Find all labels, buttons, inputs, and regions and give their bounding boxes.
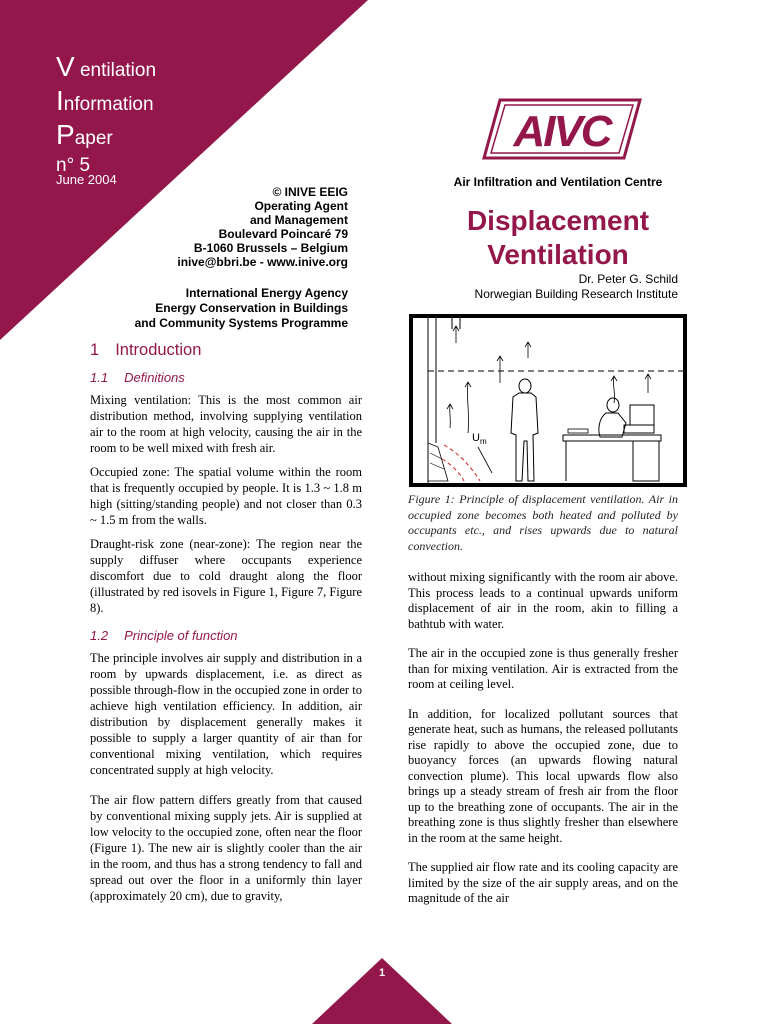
left-column xyxy=(90,342,362,912)
paragraph: The air in the occupied zone is thus generally fresher than for mixing ventilation. Air is extracted from the room at ceiling level. xyxy=(408,646,678,691)
inive-line: © INIVE EEIG xyxy=(272,185,348,199)
document-title: Displacement Ventilation xyxy=(466,205,650,270)
author-name: Dr. Peter G. Schild xyxy=(578,272,678,286)
iea-line: and Community Systems Programme xyxy=(134,316,348,330)
inive-line: and Management xyxy=(249,213,348,227)
aivc-logo xyxy=(482,98,642,160)
iea-line: International Energy Agency xyxy=(185,286,348,300)
inive-line: Boulevard Poincaré 79 xyxy=(218,227,348,241)
inive-line: Operating Agent xyxy=(254,199,348,213)
paragraph: In addition, for localized pollutant sources that generate heat, such as humans, the released pollutants rise rapidly to above the occupied zone, due to buoyancy forces (an upwards flowing natural convection plume). This local upwards flow also brings up a steady stream of fresh air from the floor up to the breathing zone of occupants. The air in the breathing zone is thus slightly fresher than elsewhere in the room at the same height. xyxy=(408,706,678,845)
subsection-heading: 1.1 Definitions xyxy=(90,370,185,385)
series-line-ventilation: V entilation xyxy=(56,51,157,82)
subsection-heading: 1.2 Principle of function xyxy=(90,628,238,643)
iea-programme xyxy=(48,286,348,331)
svg-text:Um: $U_m$ xyxy=(472,432,487,446)
author-institute: Norwegian Building Research Institute xyxy=(474,287,678,301)
paragraph: Occupied zone: The spatial volume within the room that is frequently occupied by people. It is 1.3 ~ 1.8 m high (sitting/standing people) and not closer than 0.3 ~ 1.5 m from the walls. xyxy=(90,465,362,527)
inive-line: B-1060 Brussels – Belgium xyxy=(193,241,348,255)
series-line-information: Information xyxy=(56,85,154,116)
paragraph: Draught-risk zone (near-zone): The region near the supply diffuser where occupants experience discomfort due to cold draught along the floor (illustrated by red isovels in Figure 1, Figure 7, Figure 8). xyxy=(90,537,362,615)
paragraph: without mixing significantly with the room air above. This process leads to a continual upwards uniform displacement of air in the room, akin to filling a bathtub with water. xyxy=(408,570,678,631)
paragraph: The supplied air flow rate and its cooling capacity are limited by the size of the air supply areas, and on the magnitude of the air xyxy=(408,860,678,905)
series-line-paper: Paper xyxy=(56,119,113,150)
paragraph: The principle involves air supply and distribution in a room by upwards displacement, i.e. as direct as possible through-flow in the occupied zone in order to achieve high ventilation efficiency. In addition, air distribution by displacement generally makes it possible to supply a larger quantity of air than for conventional mixing ventilation, which requires concentrated supply at high velocity. xyxy=(90,651,362,777)
right-column xyxy=(408,570,678,921)
figure-caption: Figure 1: Principle of displacement ventilation. Air in occupied zone becomes both heated and polluted by occupants etc., and rises upwards due to natural convection. xyxy=(408,492,678,553)
inive-line: inive@bbri.be - www.inive.org xyxy=(177,255,348,269)
section-heading: 1 Introduction xyxy=(90,341,202,359)
paragraph: Mixing ventilation: This is the most common air distribution method, involving supplying ventilation air to the room at high velocity, causing the air in the room to be well mixed with fresh air. xyxy=(90,393,362,455)
paper-number: n° 5 xyxy=(56,155,91,176)
author-block xyxy=(408,272,678,302)
iea-line: Energy Conservation in Buildings xyxy=(155,301,348,315)
organisation-name: Air Infiltration and Ventilation Centre xyxy=(453,175,663,189)
series-title xyxy=(56,52,156,178)
svg-text:AIVC: AIVC xyxy=(513,107,611,156)
publication-date: June 2004 xyxy=(56,172,117,187)
inive-address xyxy=(48,185,348,269)
paragraph: The air flow pattern differs greatly from that caused by conventional mixing supply jets. Air is supplied at low velocity to the occupied zone, often near the floor (Figure 1). The new air is slightly cooler than the air in the room, and thus has a strong tendency to fall and spread out over the floor in a uniformly thin layer (approximately 20 cm), due to gravity, xyxy=(90,793,362,903)
displacement-figure xyxy=(408,313,688,488)
page-number: 1 xyxy=(378,967,386,979)
